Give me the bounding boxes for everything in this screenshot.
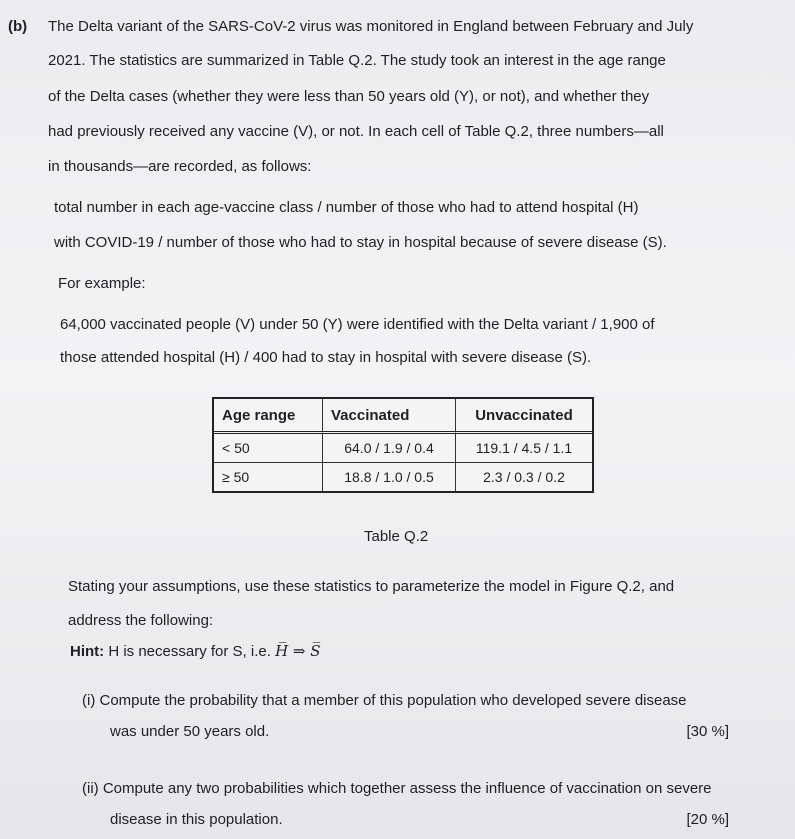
part-i-text: Compute the probability that a member of this population who developed severe disease (99, 692, 687, 709)
intro-line-3: of the Delta cases (whether they were less than 50 years old (Y), or not), and whether they (48, 88, 650, 105)
instruction-line-1: Stating your assumptions, use these statistics to parameterize the model in Figure Q.2, and (68, 578, 675, 595)
example-label: For example: (58, 275, 146, 292)
part-i-label: (i) (82, 692, 96, 709)
question-label: (b) (8, 18, 28, 35)
hint-text: H is necessary for S, i.e. (108, 643, 271, 660)
cell-age: ≥ 50 (214, 463, 323, 491)
table-header-row (214, 399, 592, 434)
header-vaccinated: Vaccinated (323, 399, 456, 434)
hint-math: H̅ ⇒ S̅ (275, 642, 321, 660)
intro-line-1: The Delta variant of the SARS-CoV-2 virus was monitored in England between February and July (48, 18, 694, 35)
part-i-line-2: was under 50 years old. (110, 723, 270, 740)
table-caption: Table Q.2 (364, 528, 429, 545)
part-ii-line-1 (82, 772, 712, 806)
part-ii-line-2: disease in this population. (110, 811, 283, 828)
example-line-2: those attended hospital (H) / 400 had to stay in hospital with severe disease (S). (60, 349, 592, 366)
table-q2 (212, 397, 594, 493)
cell-vaccinated: 18.8 / 1.0 / 0.5 (323, 463, 456, 491)
table-row (214, 434, 592, 463)
format-line-2: with COVID-19 / number of those who had to stay in hospital because of severe disease (S). (54, 234, 667, 251)
format-line-1: total number in each age-vaccine class / number of those who had to attend hospital (H) (54, 199, 639, 216)
part-ii-text: Compute any two probabilities which together assess the influence of vaccination on severe (102, 780, 712, 797)
instruction-line-2: address the following: (68, 612, 214, 629)
header-unvaccinated: Unvaccinated (456, 399, 592, 434)
part-ii-label: (ii) (82, 780, 99, 797)
part-ii-marks: [20 %] (686, 811, 729, 828)
cell-vaccinated: 64.0 / 1.9 / 0.4 (323, 434, 456, 463)
header-age-range: Age range (214, 399, 323, 434)
example-line-1: 64,000 vaccinated people (V) under 50 (Y) were identified with the Delta variant / 1,900 of (60, 316, 655, 333)
part-i-marks: [30 %] (686, 723, 729, 740)
hint (70, 634, 321, 669)
table-row (214, 463, 592, 491)
part-i-line-1 (82, 684, 687, 718)
intro-line-2: 2021. The statistics are summarized in Table Q.2. The study took an interest in the age range (48, 52, 666, 69)
intro-line-4: had previously received any vaccine (V), or not. In each cell of Table Q.2, three numbers—all (48, 123, 664, 140)
intro-line-5: in thousands—are recorded, as follows: (48, 158, 312, 175)
cell-age: < 50 (214, 434, 323, 463)
cell-unvaccinated: 119.1 / 4.5 / 1.1 (456, 434, 592, 463)
hint-label: Hint: (70, 643, 105, 660)
cell-unvaccinated: 2.3 / 0.3 / 0.2 (483, 469, 565, 485)
